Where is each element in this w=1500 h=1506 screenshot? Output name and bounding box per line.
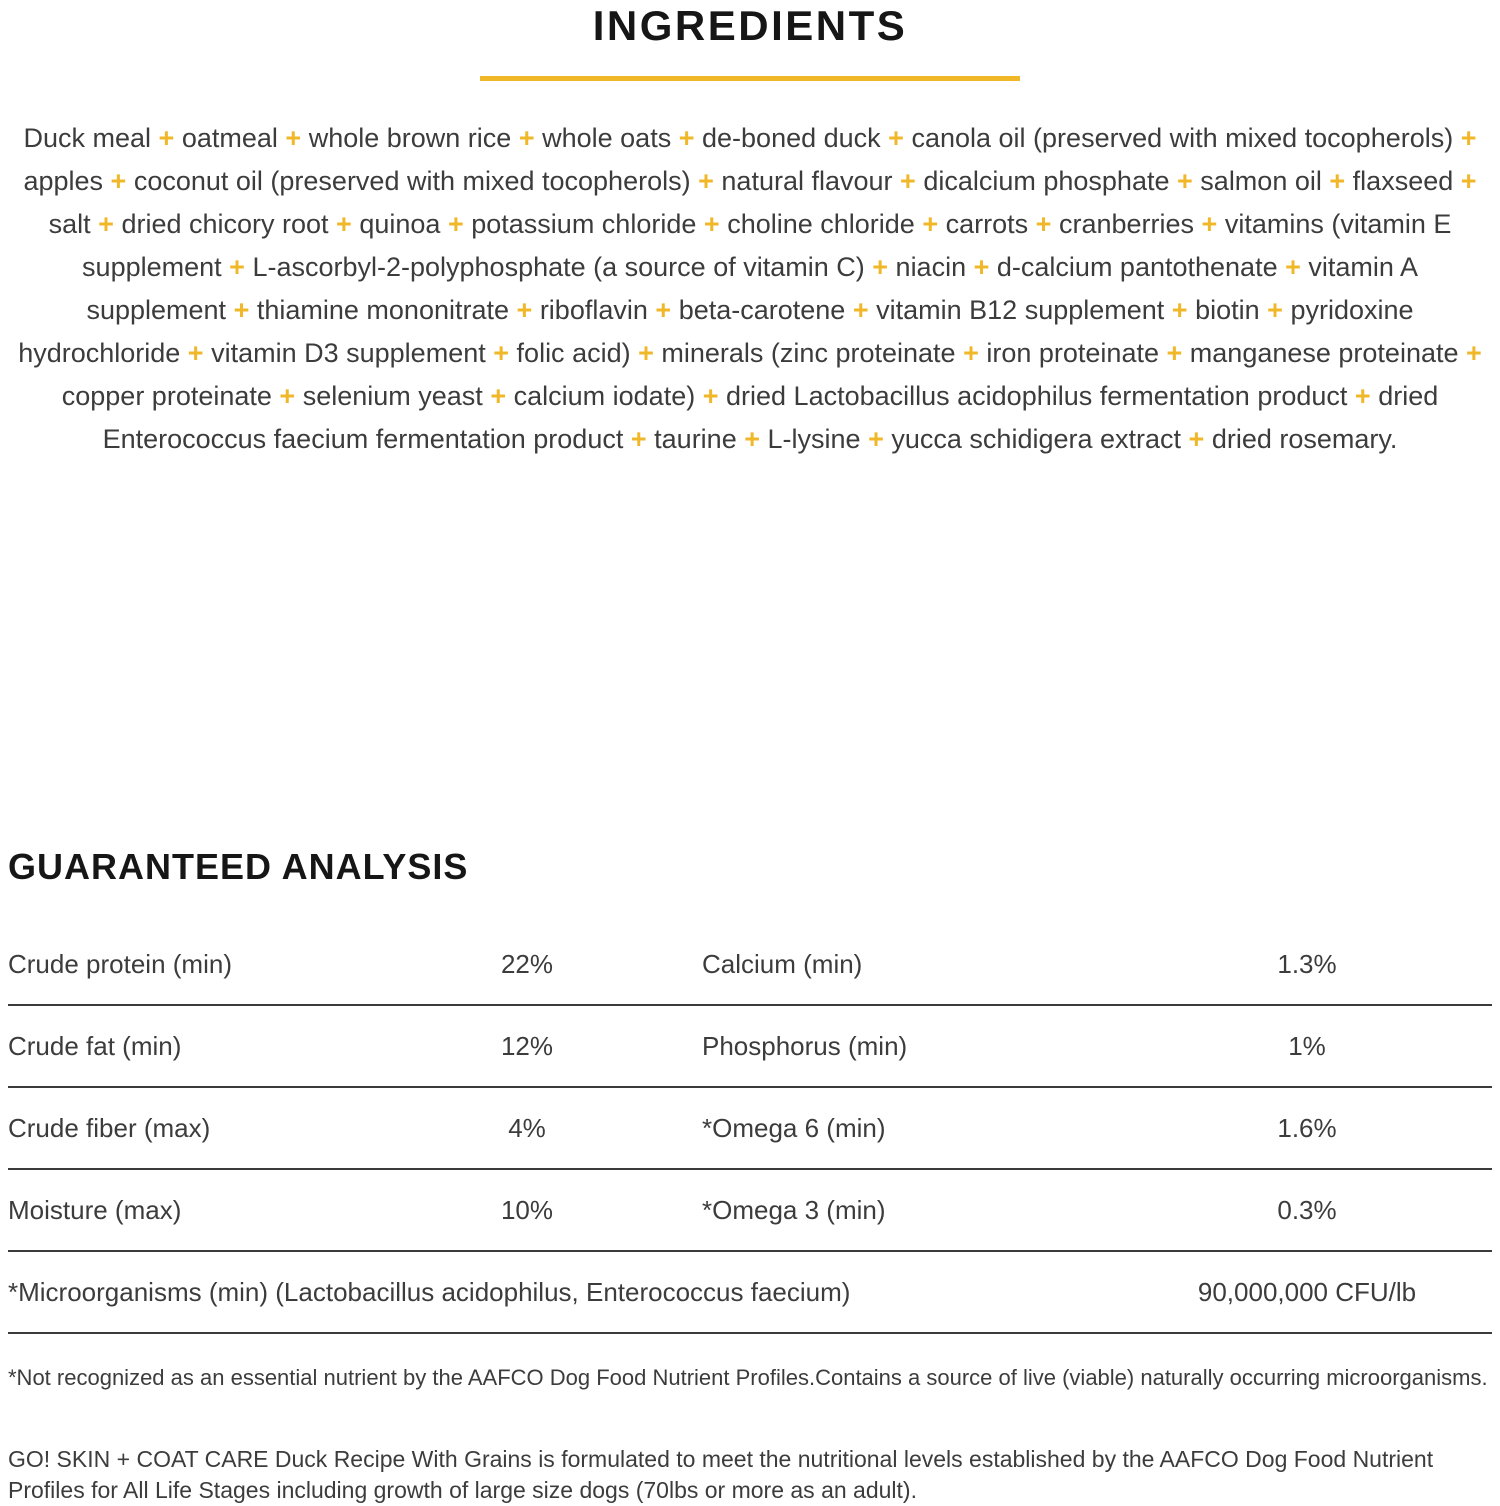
analysis-value: 10%	[500, 1194, 554, 1225]
analysis-row	[8, 1088, 1492, 1170]
plus-separator: +	[1171, 295, 1188, 325]
analysis-label: Crude protein (min)	[8, 948, 232, 979]
plus-separator: +	[868, 424, 884, 454]
plus-separator: +	[973, 252, 990, 282]
plus-separator: +	[963, 338, 979, 368]
plus-separator: +	[233, 295, 250, 325]
analysis-label: *Microorganisms (min) (Lactobacillus acidophilus, Enterococcus faecium)	[8, 1276, 851, 1307]
plus-separator: +	[516, 295, 533, 325]
ingredients-text: Duck meal + oatmeal + whole brown rice + whole oats + de-boned duck + canola oil (preserved with mixed tocopherols) + apples + coconut oil (preserved with mixed tocopherols) + natural flavour + dicalcium phosphate + salmon oil + flaxseed + salt + dried chicory root + quinoa + potassium chloride + choline chloride + carrots + cranberries + vitamins (vitamin E supplement + L-ascorbyl-2-polyphosphate (a source of vitamin C) + niacin + d-calcium pantothenate + vitamin A supplement + thiamine mononitrate + riboflavin + beta-carotene + vitamin B12 supplement + biotin + pyridoxine hydrochloride + vitamin D3 supplement + folic acid) + minerals (zinc proteinate + iron proteinate + manganese proteinate + copper proteinate + selenium yeast + calcium iodate) + dried Lactobacillus acidophilus fermentation product + dried Enterococcus faecium fermentation product + taurine + L-lysine + yucca schidigera extract + dried rosemary.	[18, 123, 1482, 454]
plus-separator: +	[110, 166, 127, 196]
analysis-row	[8, 924, 1492, 1006]
plus-separator: +	[744, 424, 761, 454]
analysis-label: Crude fiber (max)	[8, 1112, 211, 1143]
plus-separator: +	[1267, 295, 1283, 325]
analysis-label: Crude fat (min)	[8, 1030, 182, 1061]
analysis-label: *Omega 3 (min)	[702, 1194, 886, 1225]
plus-separator: +	[630, 424, 647, 454]
plus-separator: +	[1166, 338, 1183, 368]
analysis-value: 1.3%	[1277, 948, 1337, 979]
plus-separator: +	[336, 209, 352, 239]
guaranteed-analysis-section	[0, 846, 1500, 1506]
plus-separator: +	[490, 381, 507, 411]
plus-separator: +	[493, 338, 510, 368]
plus-separator: +	[922, 209, 939, 239]
plus-separator: +	[1285, 252, 1301, 282]
analysis-table	[0, 924, 1500, 1334]
plus-separator: +	[1329, 166, 1346, 196]
analysis-label: *Omega 6 (min)	[702, 1112, 886, 1143]
plus-separator: +	[187, 338, 204, 368]
analysis-value: 1%	[1288, 1030, 1326, 1061]
accent-divider-rule	[480, 76, 1020, 81]
analysis-row	[8, 1170, 1492, 1252]
plus-separator: +	[638, 338, 654, 368]
plus-separator: +	[655, 295, 672, 325]
ingredients-section	[0, 0, 1500, 461]
microorganisms-row	[8, 1252, 1492, 1334]
plus-separator: +	[1460, 166, 1477, 196]
analysis-value: 90,000,000 CFU/lb	[1197, 1276, 1417, 1307]
plus-separator: +	[98, 209, 114, 239]
plus-separator: +	[1460, 123, 1477, 153]
analysis-row	[8, 1006, 1492, 1088]
plus-separator: +	[1201, 209, 1218, 239]
plus-separator: +	[279, 381, 296, 411]
plus-separator: +	[285, 123, 302, 153]
plus-separator: +	[1188, 424, 1205, 454]
plus-separator: +	[1466, 338, 1482, 368]
plus-separator: +	[229, 252, 245, 282]
guaranteed-analysis-title: GUARANTEED ANALYSIS	[8, 846, 469, 887]
plus-separator: +	[158, 123, 175, 153]
plus-separator: +	[678, 123, 695, 153]
ingredients-title: INGREDIENTS	[592, 2, 908, 49]
plus-separator: +	[698, 166, 714, 196]
analysis-label: Phosphorus (min)	[702, 1030, 908, 1061]
plus-separator: +	[888, 123, 904, 153]
analysis-footnote: *Not recognized as an essential nutrient by the AAFCO Dog Food Nutrient Profiles.Contains a source of live (viable) naturally occurring microorganisms.	[8, 1365, 1488, 1390]
analysis-value: 4%	[508, 1112, 546, 1143]
plus-separator: +	[900, 166, 916, 196]
analysis-value: 22%	[500, 948, 554, 979]
analysis-label: Calcium (min)	[702, 948, 863, 979]
formulation-note: GO! SKIN + COAT CARE Duck Recipe With Grains is formulated to meet the nutritional levels established by the AAFCO Dog Food Nutrient Profiles for All Life Stages including growth of large size dogs (70lbs or more as an adult).	[8, 1446, 1434, 1503]
plus-separator: +	[518, 123, 535, 153]
plus-separator: +	[1354, 381, 1371, 411]
plus-separator: +	[1177, 166, 1193, 196]
analysis-value: 1.6%	[1277, 1112, 1337, 1143]
plus-separator: +	[852, 295, 869, 325]
analysis-value: 0.3%	[1277, 1194, 1337, 1225]
plus-separator: +	[447, 209, 464, 239]
plus-separator: +	[872, 252, 889, 282]
plus-separator: +	[1035, 209, 1052, 239]
analysis-label: Moisture (max)	[8, 1194, 182, 1225]
plus-separator: +	[702, 381, 719, 411]
plus-separator: +	[703, 209, 720, 239]
analysis-value: 12%	[500, 1030, 554, 1061]
